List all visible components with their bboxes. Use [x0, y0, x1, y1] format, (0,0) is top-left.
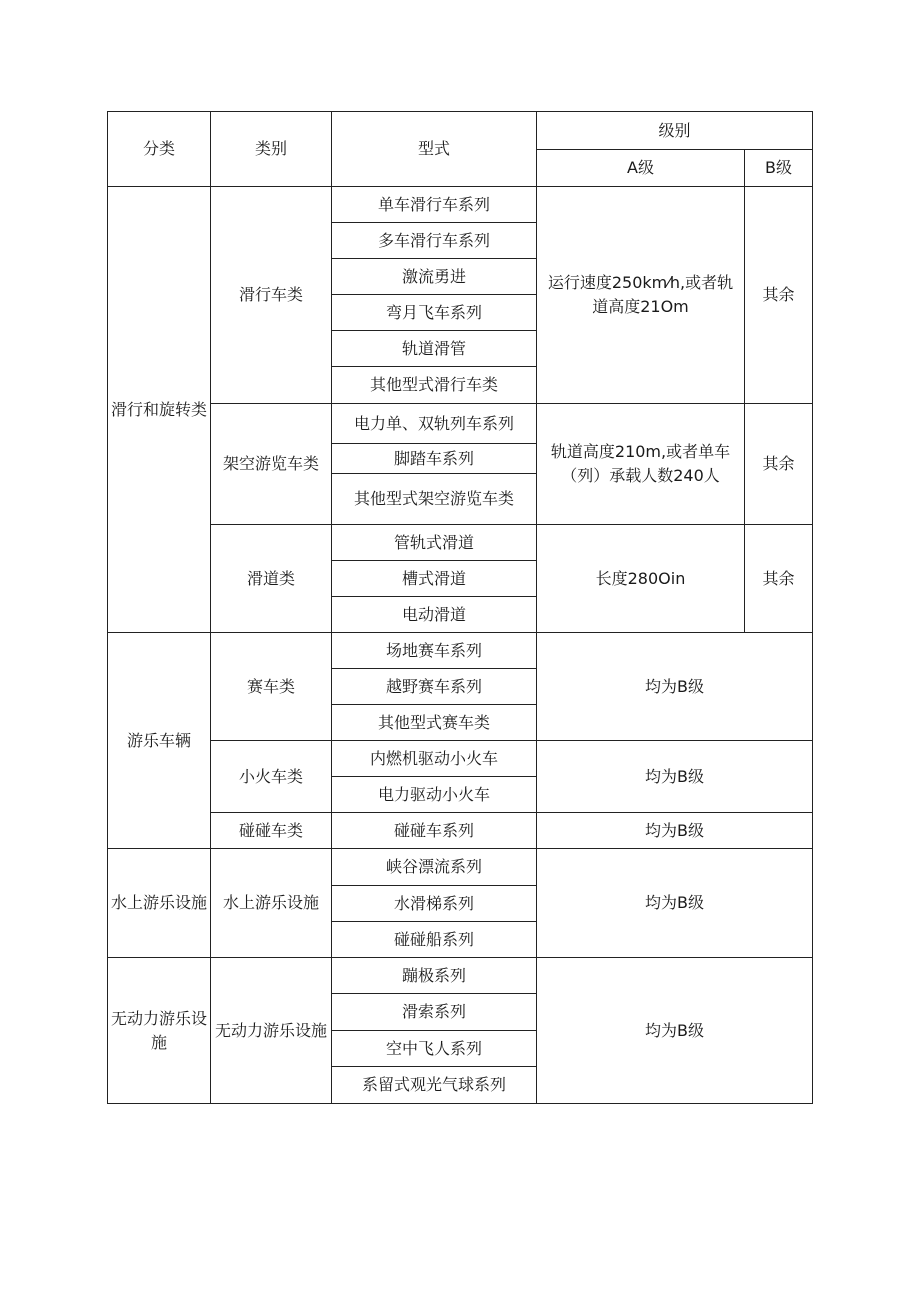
type-cell: 电动滑道	[332, 597, 537, 633]
type-cell: 脚踏车系列	[332, 444, 537, 474]
classification-cell: 无动力游乐设施	[108, 958, 211, 1104]
type-cell: 多车滑行车系列	[332, 223, 537, 259]
type-cell: 场地赛车系列	[332, 633, 537, 669]
type-cell: 碰碰车系列	[332, 813, 537, 849]
category-cell: 赛车类	[211, 633, 332, 741]
level-b-cell: 其余	[745, 404, 813, 525]
type-cell: 槽式滑道	[332, 561, 537, 597]
category-cell: 滑行车类	[211, 187, 332, 404]
type-cell: 碰碰船系列	[332, 922, 537, 958]
equipment-classification-table	[107, 111, 813, 1104]
type-cell: 其他型式滑行车类	[332, 367, 537, 404]
type-cell: 水滑梯系列	[332, 886, 537, 922]
category-cell: 滑道类	[211, 525, 332, 633]
type-cell: 系留式观光气球系列	[332, 1067, 537, 1104]
level-a-cell: 运行速度250km⁄h,或者轨道高度21Om	[537, 187, 745, 404]
classification-cell: 滑行和旋转类	[108, 187, 211, 633]
level-cell: 均为B级	[537, 813, 813, 849]
category-cell: 无动力游乐设施	[211, 958, 332, 1104]
level-cell: 均为B级	[537, 633, 813, 741]
level-b-cell: 其余	[745, 525, 813, 633]
classification-cell: 水上游乐设施	[108, 849, 211, 958]
level-cell: 均为B级	[537, 849, 813, 958]
type-cell: 单车滑行车系列	[332, 187, 537, 223]
type-cell: 蹦极系列	[332, 958, 537, 994]
category-cell: 水上游乐设施	[211, 849, 332, 958]
type-cell: 内燃机驱动小火车	[332, 741, 537, 777]
level-a-cell: 长度280Oin	[537, 525, 745, 633]
type-cell: 滑索系列	[332, 994, 537, 1031]
header-level: 级别	[537, 112, 813, 150]
type-cell: 其他型式架空游览车类	[332, 474, 537, 525]
header-level-b: B级	[745, 150, 813, 187]
header-level-a: A级	[537, 150, 745, 187]
level-cell: 均为B级	[537, 741, 813, 813]
type-cell: 峡谷漂流系列	[332, 849, 537, 886]
type-cell: 弯月飞车系列	[332, 295, 537, 331]
type-cell: 越野赛车系列	[332, 669, 537, 705]
category-cell: 碰碰车类	[211, 813, 332, 849]
level-a-cell: 轨道高度210m,或者单车（列）承载人数240人	[537, 404, 745, 525]
type-cell: 轨道滑管	[332, 331, 537, 367]
classification-cell: 游乐车辆	[108, 633, 211, 849]
type-cell: 电力单、双轨列车系列	[332, 404, 537, 444]
type-cell: 电力驱动小火车	[332, 777, 537, 813]
level-b-cell: 其余	[745, 187, 813, 404]
header-category: 类别	[211, 112, 332, 187]
type-cell: 空中飞人系列	[332, 1031, 537, 1067]
type-cell: 管轨式滑道	[332, 525, 537, 561]
category-cell: 小火车类	[211, 741, 332, 813]
header-model: 型式	[332, 112, 537, 187]
header-classification: 分类	[108, 112, 211, 187]
category-cell: 架空游览车类	[211, 404, 332, 525]
type-cell: 其他型式赛车类	[332, 705, 537, 741]
type-cell: 激流勇进	[332, 259, 537, 295]
level-cell: 均为B级	[537, 958, 813, 1104]
